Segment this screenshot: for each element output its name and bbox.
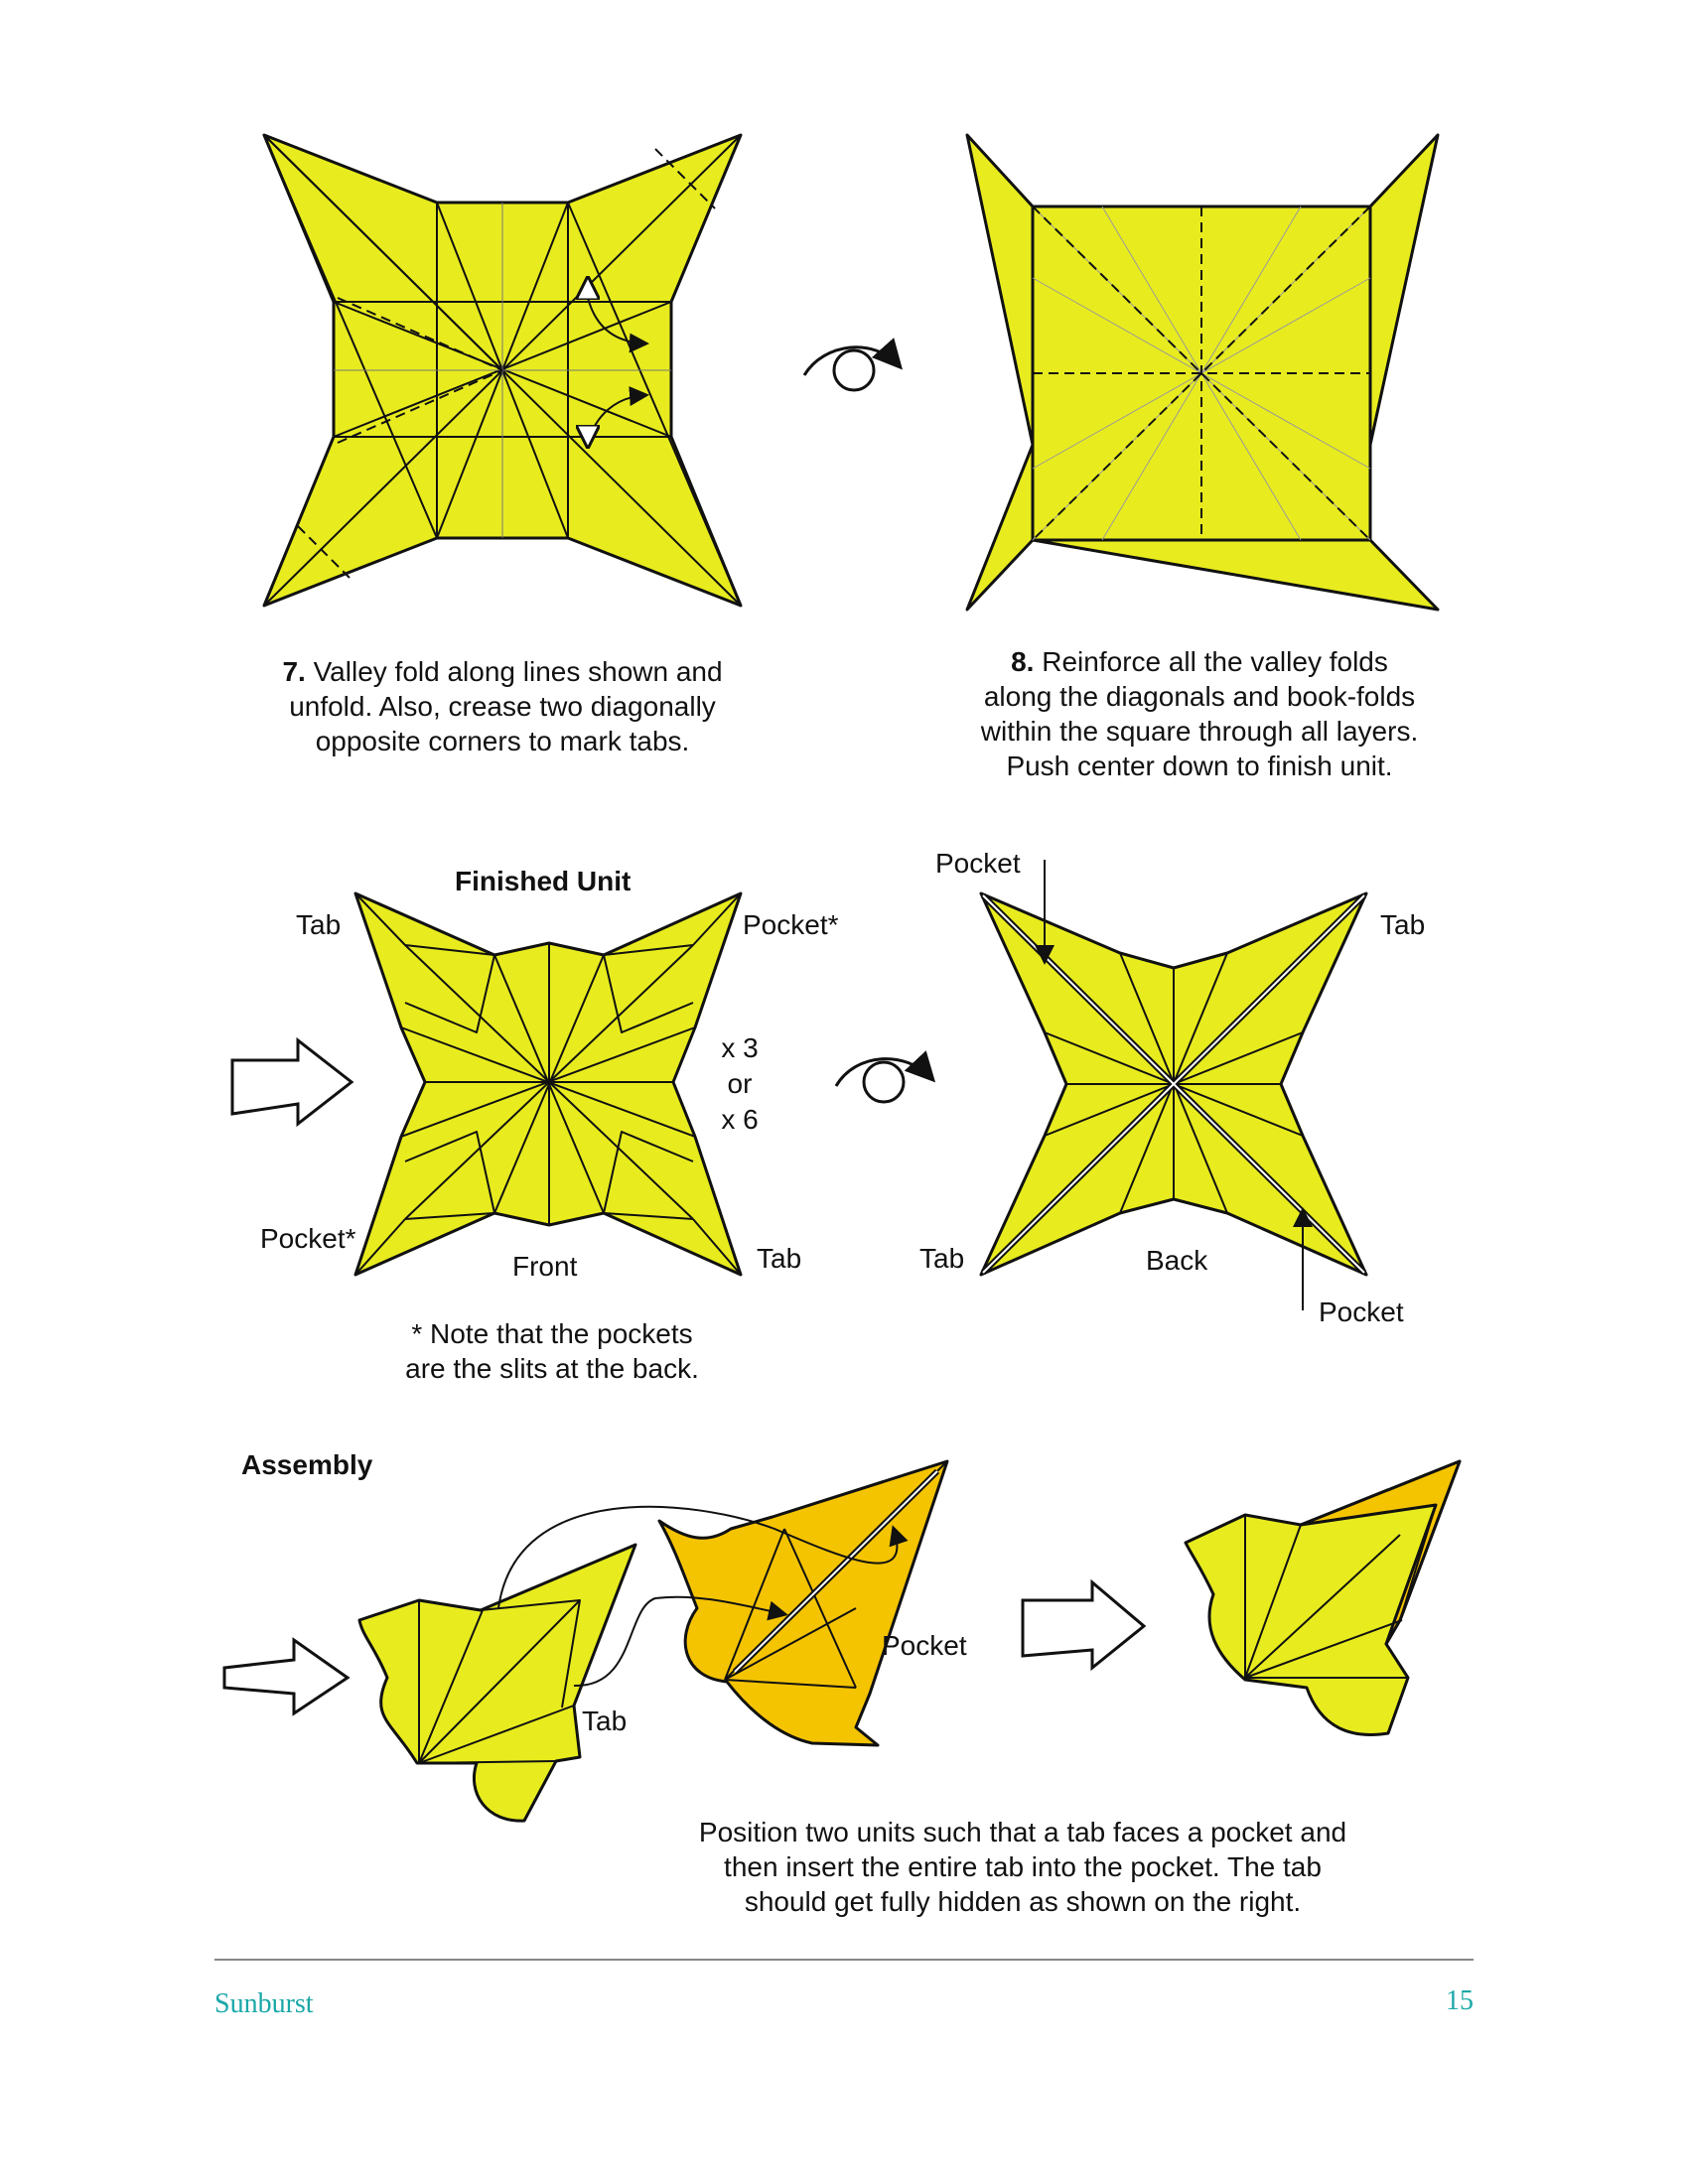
label-tab-top-left: Tab xyxy=(296,909,342,940)
finished-unit-front xyxy=(355,893,741,1275)
label-front: Front xyxy=(512,1251,578,1282)
multiplier xyxy=(715,1030,765,1138)
assembly-pocket-label: Pocket xyxy=(882,1630,967,1661)
label-tab-bottom-right: Tab xyxy=(757,1243,802,1274)
pockets-note: * Note that the pockets are the slits at the back. xyxy=(405,1318,699,1384)
label-back-tab-top-right: Tab xyxy=(1380,909,1426,940)
label-pocket-top-right: Pocket* xyxy=(743,909,839,940)
label-pocket-bottom-left: Pocket* xyxy=(260,1223,356,1254)
step-arrow-icon xyxy=(232,1040,352,1124)
multiplier-line-2: or xyxy=(727,1068,753,1099)
turn-over-icon xyxy=(804,347,899,390)
assembly-step-arrow-icon xyxy=(224,1582,1144,1713)
assembly-unit-pocket xyxy=(659,1461,947,1745)
step8-caption xyxy=(951,610,1448,783)
label-back-tab-bottom-left: Tab xyxy=(919,1243,965,1274)
finished-unit-title: Finished Unit xyxy=(455,866,632,896)
footer-title: Sunburst xyxy=(214,1988,314,2019)
footer-divider xyxy=(214,1959,1474,1961)
finished-unit-back xyxy=(981,860,1366,1310)
assembly-tab-label: Tab xyxy=(582,1706,628,1736)
label-pocket-bottom: Pocket xyxy=(1319,1297,1404,1327)
step7-number: 7. xyxy=(282,656,306,687)
assembly-title: Assembly xyxy=(241,1449,373,1480)
turn-over-icon-2 xyxy=(836,1059,931,1102)
step8-number: 8. xyxy=(1011,646,1035,677)
step8-diagram xyxy=(967,135,1438,610)
label-pocket-top: Pocket xyxy=(935,848,1021,879)
step8-text: Reinforce all the valley folds along the diagonals and book-folds within the square through all layers. Push center down to finish unit. xyxy=(980,646,1419,781)
assembly-result xyxy=(1186,1461,1460,1734)
page-number: 15 xyxy=(1446,1985,1474,2016)
step7-caption xyxy=(218,619,786,758)
step7-text: Valley fold along lines shown and unfold. Also, crease two diagonally opposite corners to mark tabs. xyxy=(289,656,723,756)
step7-diagram xyxy=(264,135,741,606)
label-back: Back xyxy=(1146,1245,1208,1276)
multiplier-line-1: x 3 xyxy=(721,1032,759,1063)
assembly-instructions: Position two units such that a tab faces a pocket and then insert the entire tab into the pocket. The tab should get fully hidden as shown on the right. xyxy=(698,1817,1347,1917)
multiplier-line-3: x 6 xyxy=(721,1104,759,1135)
